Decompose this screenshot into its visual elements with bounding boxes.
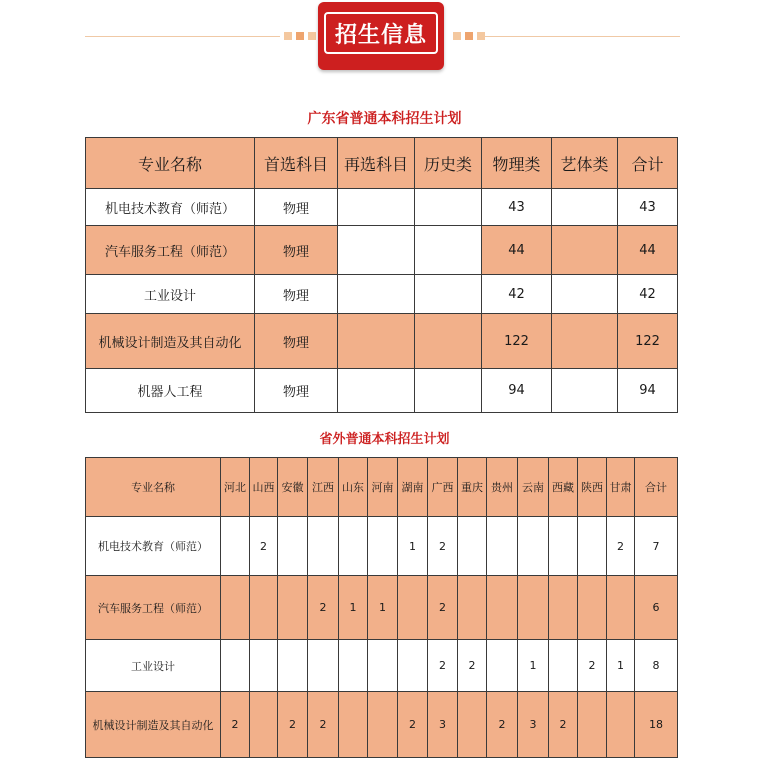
table-cell: [518, 517, 549, 576]
table-cell: 物理: [255, 369, 338, 413]
table-cell: [578, 517, 607, 576]
table-cell: 2: [428, 517, 458, 576]
table-cell: 94: [482, 369, 552, 413]
table-cell: [549, 640, 578, 692]
table-cell: [368, 517, 398, 576]
header-cell: 河北: [221, 458, 250, 517]
header-cell: 艺体类: [552, 138, 618, 189]
table-row: [86, 275, 678, 314]
table-cell: [398, 576, 428, 640]
table-cell: [458, 517, 487, 576]
table-cell: [578, 692, 607, 758]
table-cell: [415, 314, 482, 369]
table-cell: [552, 314, 618, 369]
major-name: 工业设计: [86, 640, 221, 692]
header-cell: 重庆: [458, 458, 487, 517]
table-cell: [518, 576, 549, 640]
table-cell: 2: [549, 692, 578, 758]
header-cell: 贵州: [487, 458, 518, 517]
table-cell: 122: [618, 314, 678, 369]
table-cell: [250, 576, 278, 640]
table-cell: 2: [308, 692, 339, 758]
table-cell: [549, 576, 578, 640]
table-cell: [549, 517, 578, 576]
table-cell: [338, 314, 415, 369]
table-cell: 物理: [255, 226, 338, 275]
table-cell: 2: [278, 692, 308, 758]
table-row: [86, 692, 678, 758]
table-cell: [552, 226, 618, 275]
table-cell: 43: [618, 189, 678, 226]
table-cell: [250, 692, 278, 758]
header-cell: 历史类: [415, 138, 482, 189]
table-cell: 2: [398, 692, 428, 758]
major-name: 机电技术教育（师范）: [86, 189, 255, 226]
table-cell: 3: [428, 692, 458, 758]
table-cell: [338, 189, 415, 226]
table-cell: 18: [635, 692, 678, 758]
header-cell: 西藏: [549, 458, 578, 517]
table-cell: [415, 275, 482, 314]
header-cell: 合计: [635, 458, 678, 517]
table-row: [86, 226, 678, 275]
major-name: 汽车服务工程（师范）: [86, 226, 255, 275]
header-cell: 山东: [339, 458, 368, 517]
header-cell: 首选科目: [255, 138, 338, 189]
table-cell: 8: [635, 640, 678, 692]
major-name: 机械设计制造及其自动化: [86, 314, 255, 369]
table-cell: 2: [578, 640, 607, 692]
table-cell: [368, 692, 398, 758]
table-cell: 物理: [255, 275, 338, 314]
table-row: [86, 640, 678, 692]
header-cell: 广西: [428, 458, 458, 517]
table-row: [86, 576, 678, 640]
outside-plan-table: [85, 457, 678, 758]
table-cell: [415, 369, 482, 413]
guangdong-caption: 广东省普通本科招生计划: [307, 111, 462, 127]
table-cell: [487, 517, 518, 576]
outside-caption: 省外普通本科招生计划: [319, 432, 450, 447]
table-cell: 2: [607, 517, 635, 576]
table-cell: 42: [618, 275, 678, 314]
table-cell: [487, 640, 518, 692]
header-cell: 合计: [618, 138, 678, 189]
table-cell: [398, 640, 428, 692]
table-cell: [250, 640, 278, 692]
table-row: [86, 314, 678, 369]
major-name: 机械设计制造及其自动化: [86, 692, 221, 758]
table-cell: 物理: [255, 314, 338, 369]
table-cell: [308, 640, 339, 692]
table-cell: [552, 275, 618, 314]
header-dots-left: [284, 32, 316, 40]
table-cell: 2: [221, 692, 250, 758]
table-cell: [487, 576, 518, 640]
header-divider-left: [85, 36, 280, 37]
table-cell: 2: [308, 576, 339, 640]
table-cell: [552, 189, 618, 226]
table-row: [86, 517, 678, 576]
table-cell: [339, 640, 368, 692]
header-cell: 安徽: [278, 458, 308, 517]
table-cell: 1: [518, 640, 549, 692]
guangdong-plan-table: [85, 137, 678, 413]
table-cell: [278, 640, 308, 692]
table-cell: [339, 692, 368, 758]
header-cell: 江西: [308, 458, 339, 517]
table-row: [86, 189, 678, 226]
table-cell: [221, 576, 250, 640]
table-row: [86, 369, 678, 413]
table-cell: 122: [482, 314, 552, 369]
table-cell: 1: [368, 576, 398, 640]
table-cell: [368, 640, 398, 692]
major-name: 机器人工程: [86, 369, 255, 413]
table-cell: [338, 226, 415, 275]
table-cell: 2: [487, 692, 518, 758]
table-cell: [415, 226, 482, 275]
table-cell: 2: [250, 517, 278, 576]
table-cell: [458, 576, 487, 640]
title-banner: [318, 2, 444, 70]
header-cell: 陕西: [578, 458, 607, 517]
table-cell: [221, 517, 250, 576]
table-cell: 44: [482, 226, 552, 275]
header-cell: 专业名称: [86, 458, 221, 517]
table-cell: 6: [635, 576, 678, 640]
table-cell: 2: [428, 576, 458, 640]
header: [0, 0, 769, 80]
header-divider-right: [485, 36, 680, 37]
table-cell: 1: [607, 640, 635, 692]
table-cell: [339, 517, 368, 576]
table-cell: [338, 275, 415, 314]
table-cell: 物理: [255, 189, 338, 226]
table-cell: 44: [618, 226, 678, 275]
table-cell: [308, 517, 339, 576]
table-header-row: [86, 138, 678, 189]
table-cell: 2: [458, 640, 487, 692]
header-cell: 湖南: [398, 458, 428, 517]
table-cell: 1: [398, 517, 428, 576]
header-cell: 山西: [250, 458, 278, 517]
table-cell: 43: [482, 189, 552, 226]
major-name: 机电技术教育（师范）: [86, 517, 221, 576]
table-cell: 7: [635, 517, 678, 576]
table-cell: 42: [482, 275, 552, 314]
table-cell: [607, 692, 635, 758]
major-name: 工业设计: [86, 275, 255, 314]
table-cell: 94: [618, 369, 678, 413]
header-cell: 再选科目: [338, 138, 415, 189]
table-header-row: [86, 458, 678, 517]
table-cell: [607, 576, 635, 640]
table-cell: [278, 576, 308, 640]
table-cell: [458, 692, 487, 758]
table-cell: [415, 189, 482, 226]
banner-title: 招生信息: [324, 12, 438, 54]
table-cell: [552, 369, 618, 413]
header-cell: 云南: [518, 458, 549, 517]
header-cell: 甘肃: [607, 458, 635, 517]
header-cell: 专业名称: [86, 138, 255, 189]
header-dots-right: [453, 32, 485, 40]
major-name: 汽车服务工程（师范）: [86, 576, 221, 640]
table-cell: 2: [428, 640, 458, 692]
table-cell: [221, 640, 250, 692]
table-cell: [338, 369, 415, 413]
header-cell: 物理类: [482, 138, 552, 189]
table-cell: [278, 517, 308, 576]
header-cell: 河南: [368, 458, 398, 517]
table-cell: 3: [518, 692, 549, 758]
table-cell: [578, 576, 607, 640]
table-cell: 1: [339, 576, 368, 640]
